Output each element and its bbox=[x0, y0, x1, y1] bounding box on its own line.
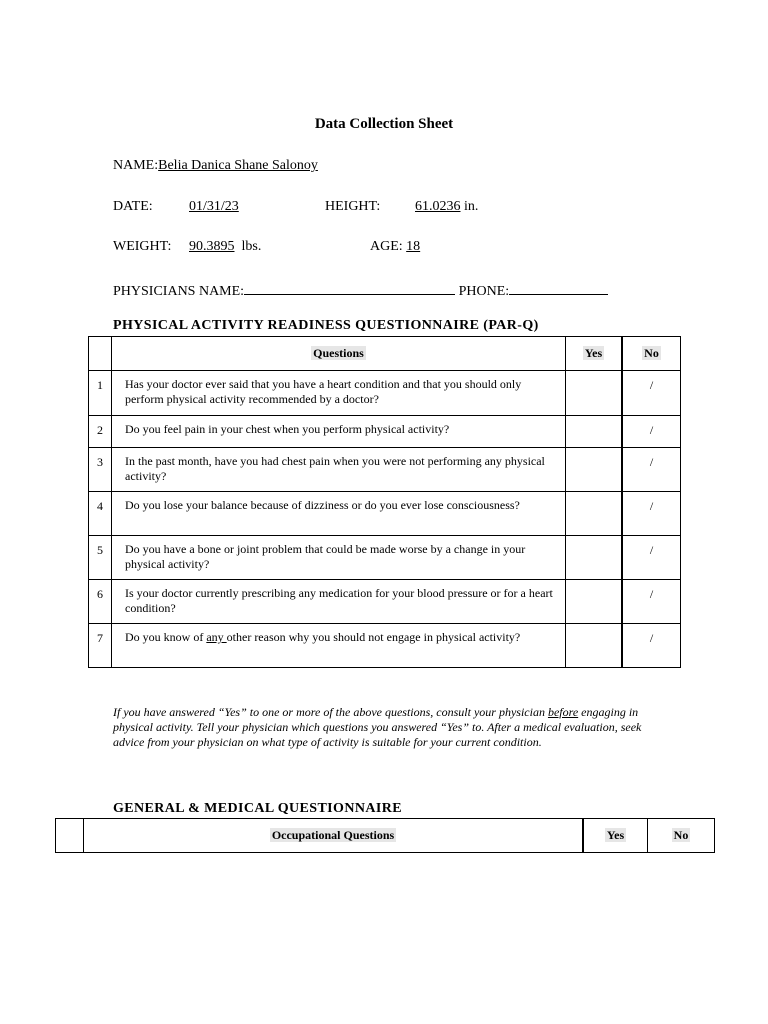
date-label: DATE: bbox=[113, 199, 153, 214]
general-header-questions: Occupational Questions bbox=[84, 819, 584, 853]
row-number: 7 bbox=[89, 624, 112, 668]
row-number: 1 bbox=[89, 371, 112, 416]
table-row bbox=[89, 580, 681, 624]
general-header-yes: Yes bbox=[583, 819, 648, 853]
yes-cell[interactable] bbox=[566, 580, 623, 624]
parq-header-questions: Questions bbox=[112, 337, 566, 371]
parq-heading: PHYSICAL ACTIVITY READINESS QUESTIONNAIRE (PAR-Q) bbox=[113, 318, 539, 333]
general-header-no: No bbox=[648, 819, 715, 853]
phone-input[interactable] bbox=[509, 280, 608, 295]
question-text: In the past month, have you had chest pain when you were not performing any physical activity? bbox=[112, 448, 566, 492]
no-cell[interactable]: / bbox=[622, 371, 681, 416]
parq-header-yes: Yes bbox=[566, 337, 623, 371]
yes-cell[interactable] bbox=[566, 492, 623, 536]
phone-label: PHONE: bbox=[458, 284, 510, 299]
general-heading: GENERAL & MEDICAL QUESTIONNAIRE bbox=[113, 801, 402, 816]
question-text: Do you lose your balance because of dizziness or do you ever lose consciousness? bbox=[112, 492, 566, 536]
question-text: Do you know of any other reason why you should not engage in physical activity? bbox=[112, 624, 566, 668]
age-value[interactable]: 18 bbox=[406, 239, 421, 254]
date-value[interactable]: 01/31/23 bbox=[189, 199, 239, 214]
yes-cell[interactable] bbox=[566, 448, 623, 492]
table-row bbox=[89, 416, 681, 448]
height-value[interactable]: 61.0236 bbox=[415, 199, 461, 214]
table-row bbox=[89, 624, 681, 668]
row-number: 3 bbox=[89, 448, 112, 492]
question-text: Has your doctor ever said that you have a heart condition and that you should only perform physical activity recommended by a doctor? bbox=[112, 371, 566, 416]
height-field bbox=[415, 199, 478, 215]
row-number: 5 bbox=[89, 536, 112, 580]
page-title: Data Collection Sheet bbox=[314, 116, 454, 132]
parq-header-row bbox=[89, 337, 681, 371]
general-header-num bbox=[56, 819, 84, 853]
question-text: Do you feel pain in your chest when you perform physical activity? bbox=[112, 416, 566, 448]
name-label: NAME: bbox=[113, 158, 159, 173]
no-cell[interactable]: / bbox=[622, 448, 681, 492]
table-row bbox=[89, 492, 681, 536]
question-text: Do you have a bone or joint problem that could be made worse by a change in your physical activity? bbox=[112, 536, 566, 580]
table-row bbox=[89, 536, 681, 580]
general-table bbox=[55, 818, 715, 853]
physician-field bbox=[113, 280, 608, 300]
row-number: 4 bbox=[89, 492, 112, 536]
weight-unit: lbs. bbox=[241, 239, 262, 254]
no-cell[interactable]: / bbox=[622, 536, 681, 580]
table-row bbox=[89, 448, 681, 492]
height-label: HEIGHT: bbox=[325, 199, 381, 214]
parq-table bbox=[88, 336, 681, 668]
physician-input[interactable] bbox=[244, 280, 455, 295]
height-unit: in. bbox=[464, 199, 479, 214]
age-label: AGE: bbox=[370, 239, 403, 254]
no-cell[interactable]: / bbox=[622, 416, 681, 448]
yes-cell[interactable] bbox=[566, 416, 623, 448]
weight-field bbox=[189, 239, 261, 255]
question-text: Is your doctor currently prescribing any medication for your blood pressure or for a heart condition? bbox=[112, 580, 566, 624]
yes-cell[interactable] bbox=[566, 371, 623, 416]
parq-header-num bbox=[89, 337, 112, 371]
parq-header-no: No bbox=[622, 337, 681, 371]
no-cell[interactable]: / bbox=[622, 580, 681, 624]
yes-cell[interactable] bbox=[566, 624, 623, 668]
no-cell[interactable]: / bbox=[622, 624, 681, 668]
row-number: 2 bbox=[89, 416, 112, 448]
age-field bbox=[370, 239, 420, 255]
weight-label: WEIGHT: bbox=[113, 239, 172, 254]
name-value[interactable]: Belia Danica Shane Salonoy bbox=[158, 158, 318, 173]
table-row bbox=[89, 371, 681, 416]
general-header-row bbox=[56, 819, 715, 853]
row-number: 6 bbox=[89, 580, 112, 624]
physician-label: PHYSICIANS NAME: bbox=[113, 284, 245, 299]
parq-note: If you have answered “Yes” to one or more of the above questions, consult your physician before engaging in physical activity. Tell your physician which questions you answered “Yes” to. After a medical evaluation, seek advice from your physician on what type of activity is suitable for your current condition. bbox=[113, 705, 642, 749]
yes-cell[interactable] bbox=[566, 536, 623, 580]
no-cell[interactable]: / bbox=[622, 492, 681, 536]
name-field bbox=[113, 158, 318, 174]
weight-value[interactable]: 90.3895 bbox=[189, 239, 235, 254]
